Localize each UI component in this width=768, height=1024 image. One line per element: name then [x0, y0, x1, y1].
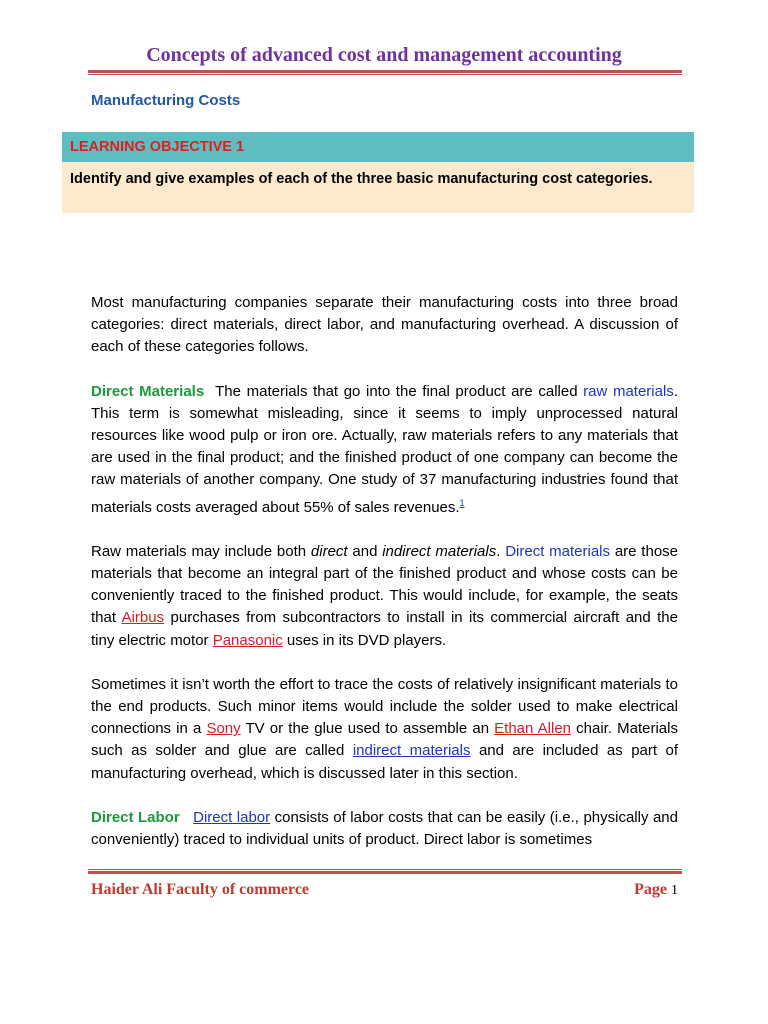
- learning-objective-text: Identify and give examples of each of the three basic manufacturing cost categories.: [62, 162, 694, 213]
- footnote-link[interactable]: 1: [459, 497, 465, 508]
- footer-page: [634, 881, 678, 899]
- text: .: [496, 542, 506, 560]
- page-number: 1: [671, 883, 678, 898]
- link-direct-labor[interactable]: Direct labor: [193, 808, 271, 826]
- learning-objective-label: LEARNING OBJECTIVE 1: [62, 132, 694, 162]
- text: purchases from subcontractors to install in its commercial aircraft and the tiny electric motor: [91, 609, 678, 649]
- page-label: Page: [634, 881, 667, 898]
- header-rule: [88, 70, 682, 75]
- text: and are included as part of manufacturing overhead, which is discussed later in this section.: [91, 742, 679, 782]
- link-indirect-materials[interactable]: indirect materials: [352, 742, 471, 760]
- emphasis-indirect-materials: indirect materials: [382, 542, 497, 560]
- term-direct-materials: Direct Materials: [91, 382, 205, 400]
- text: Sometimes it isn’t worth the effort to trace the costs of relatively insignificant materials to the end products. Such minor items would include the solder used to make electrical connections in a: [91, 675, 678, 738]
- emphasis-direct: direct: [310, 542, 348, 560]
- body-text: [91, 292, 678, 873]
- paragraph-direct-materials: [91, 381, 678, 519]
- text: uses in its DVD players.: [282, 631, 447, 649]
- section-heading: Manufacturing Costs: [91, 92, 241, 109]
- text: consists of labor costs that can be easily (i.e., physically and conveniently) traced to individual units of product. Direct labor is sometimes: [91, 808, 678, 849]
- text: and: [347, 542, 383, 560]
- paragraph-indirect-materials: [91, 674, 678, 785]
- text: are those materials that become an integral part of the finished product and whose costs can be conveniently traced to the finished product. This would include, for example, the seats that: [91, 542, 678, 627]
- link-airbus[interactable]: Airbus: [121, 609, 165, 627]
- link-panasonic[interactable]: Panasonic: [212, 631, 283, 649]
- link-sony[interactable]: Sony: [206, 720, 241, 738]
- paragraph-intro: Most manufacturing companies separate their manufacturing costs into three broad categories: direct materials, direct labor, and manufacturing overhead. A discussion of each of these categories follows.: [91, 294, 678, 356]
- text: The materials that go into the final product are called: [215, 382, 584, 400]
- text: . This term is somewhat misleading, since it seems to imply unprocessed natural resources like wood pulp or iron ore. Actually, raw materials refers to any materials that are used in the final product; and the finished product of one company can become the raw materials of another company. One study of 37 manufacturing industries found that materials costs averaged about 55% of sales revenues.: [91, 382, 678, 516]
- paragraph-direct-labor: [91, 807, 678, 851]
- paragraph-raw-materials: [91, 541, 678, 652]
- link-ethan-allen[interactable]: Ethan Allen: [494, 720, 572, 738]
- link-raw-materials[interactable]: raw materials: [583, 382, 674, 400]
- term-direct-labor: Direct Labor: [91, 808, 180, 826]
- text: Raw materials may include both: [91, 542, 311, 560]
- footer-author: Haider Ali Faculty of commerce: [91, 881, 310, 898]
- text: chair. Materials such as solder and glue are called: [91, 720, 678, 760]
- document-title: Concepts of advanced cost and management accounting: [146, 44, 622, 66]
- link-direct-materials[interactable]: Direct materials: [505, 542, 611, 560]
- footer-rule: [88, 869, 682, 874]
- text: TV or the glue used to assemble an: [240, 720, 495, 738]
